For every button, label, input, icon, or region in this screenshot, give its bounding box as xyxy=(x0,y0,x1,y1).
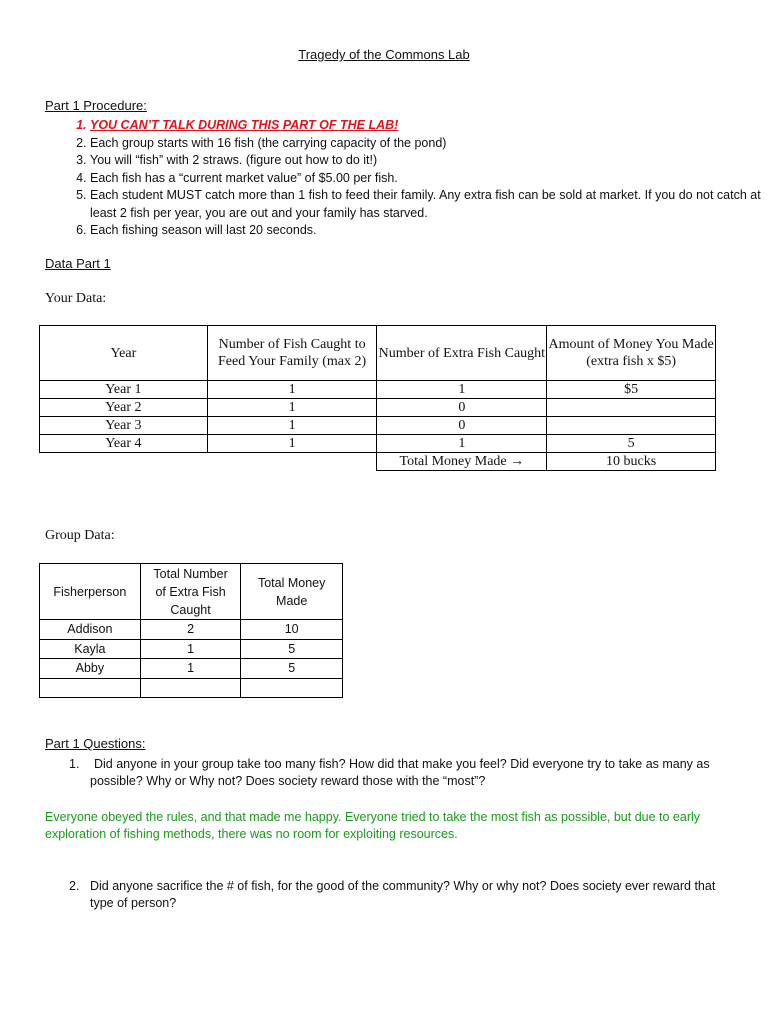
table-cell: 1 xyxy=(207,435,377,453)
question-1 xyxy=(45,756,735,796)
question-number: 1. xyxy=(69,757,80,771)
column-header: Number of Extra Fish Caught xyxy=(377,326,547,381)
table-row xyxy=(40,435,716,453)
procedure-step: 1. YOU CAN’T TALK DURING THIS PART OF THE LAB! xyxy=(90,117,768,135)
your-data-table xyxy=(39,325,716,471)
table-cell: Year 2 xyxy=(40,399,208,417)
column-header: Total Money Made xyxy=(241,564,343,620)
table-cell: Kayla xyxy=(40,639,141,659)
table-cell xyxy=(241,678,343,698)
table-cell: 1 xyxy=(377,435,547,453)
question-text: Did anyone in your group take too many fish? How did that make you feel? Did everyone try to take as many as possible? Why or Why not? Does society reward those with the “most”? xyxy=(90,757,710,788)
question-text: Did anyone sacrifice the # of fish, for the good of the community? Why or why not? Does society ever reward that type of person? xyxy=(90,879,716,910)
column-header: Total Number of Extra Fish Caught xyxy=(140,564,241,620)
table-cell: Year 3 xyxy=(40,417,208,435)
table-row xyxy=(40,381,716,399)
column-header: Fisherperson xyxy=(40,564,141,620)
table-row xyxy=(40,659,343,679)
table-cell: 5 xyxy=(241,639,343,659)
total-row xyxy=(40,453,716,471)
table-cell: Year 1 xyxy=(40,381,208,399)
table-row xyxy=(40,639,343,659)
group-data-table xyxy=(39,563,343,698)
your-data-label: Your Data: xyxy=(45,291,107,306)
table-cell: 5 xyxy=(547,435,716,453)
procedure-step: 2. Each group starts with 16 fish (the carrying capacity of the pond) xyxy=(90,135,768,153)
table-cell: 1 xyxy=(140,639,241,659)
page-title: Tragedy of the Commons Lab xyxy=(298,47,470,62)
column-header: Amount of Money You Made (extra fish x $5) xyxy=(547,326,716,381)
total-label: Total Money Made → xyxy=(377,453,547,471)
table-cell xyxy=(140,678,241,698)
table-row xyxy=(40,417,716,435)
table-cell: $5 xyxy=(547,381,716,399)
table-cell: 1 xyxy=(207,399,377,417)
table-row xyxy=(40,620,343,640)
table-cell: 0 xyxy=(377,399,547,417)
table-cell: 1 xyxy=(377,381,547,399)
table-cell xyxy=(40,678,141,698)
column-header: Year xyxy=(40,326,208,381)
procedure-list xyxy=(45,117,768,240)
table-cell: Addison xyxy=(40,620,141,640)
answer-1: Everyone obeyed the rules, and that made me happy. Everyone tried to take the most fish as possible, but due to early exploration of fishing methods, there was no room for exploiting resources. xyxy=(45,810,701,841)
procedure-step: 6. Each fishing season will last 20 seconds. xyxy=(90,222,768,240)
table-cell xyxy=(547,399,716,417)
questions-heading: Part 1 Questions: xyxy=(45,736,146,751)
part1-heading: Part 1 Procedure: xyxy=(45,98,147,113)
procedure-step: 4. Each fish has a “current market value” of $5.00 per fish. xyxy=(90,170,768,188)
table-cell: 0 xyxy=(377,417,547,435)
column-header: Number of Fish Caught to Feed Your Family (max 2) xyxy=(207,326,377,381)
procedure-step: 5. Each student MUST catch more than 1 fish to feed their family. Any extra fish can be sold at market. If you do not catch at least 2 fish per year, you are out and your family has starved. xyxy=(90,187,768,222)
group-data-label: Group Data: xyxy=(45,528,115,543)
table-cell: 2 xyxy=(140,620,241,640)
table-cell: 1 xyxy=(207,417,377,435)
table-cell: 10 xyxy=(241,620,343,640)
total-value: 10 bucks xyxy=(547,453,716,471)
table-cell xyxy=(547,417,716,435)
table-cell: Abby xyxy=(40,659,141,679)
data-part-heading: Data Part 1 xyxy=(45,256,111,271)
table-cell: Year 4 xyxy=(40,435,208,453)
table-row xyxy=(40,399,716,417)
question-2 xyxy=(45,878,735,918)
table-cell: 1 xyxy=(140,659,241,679)
table-row xyxy=(40,678,343,698)
procedure-step: 3. You will “fish” with 2 straws. (figure out how to do it!) xyxy=(90,152,768,170)
question-number: 2. xyxy=(69,879,80,893)
table-cell: 1 xyxy=(207,381,377,399)
table-cell: 5 xyxy=(241,659,343,679)
